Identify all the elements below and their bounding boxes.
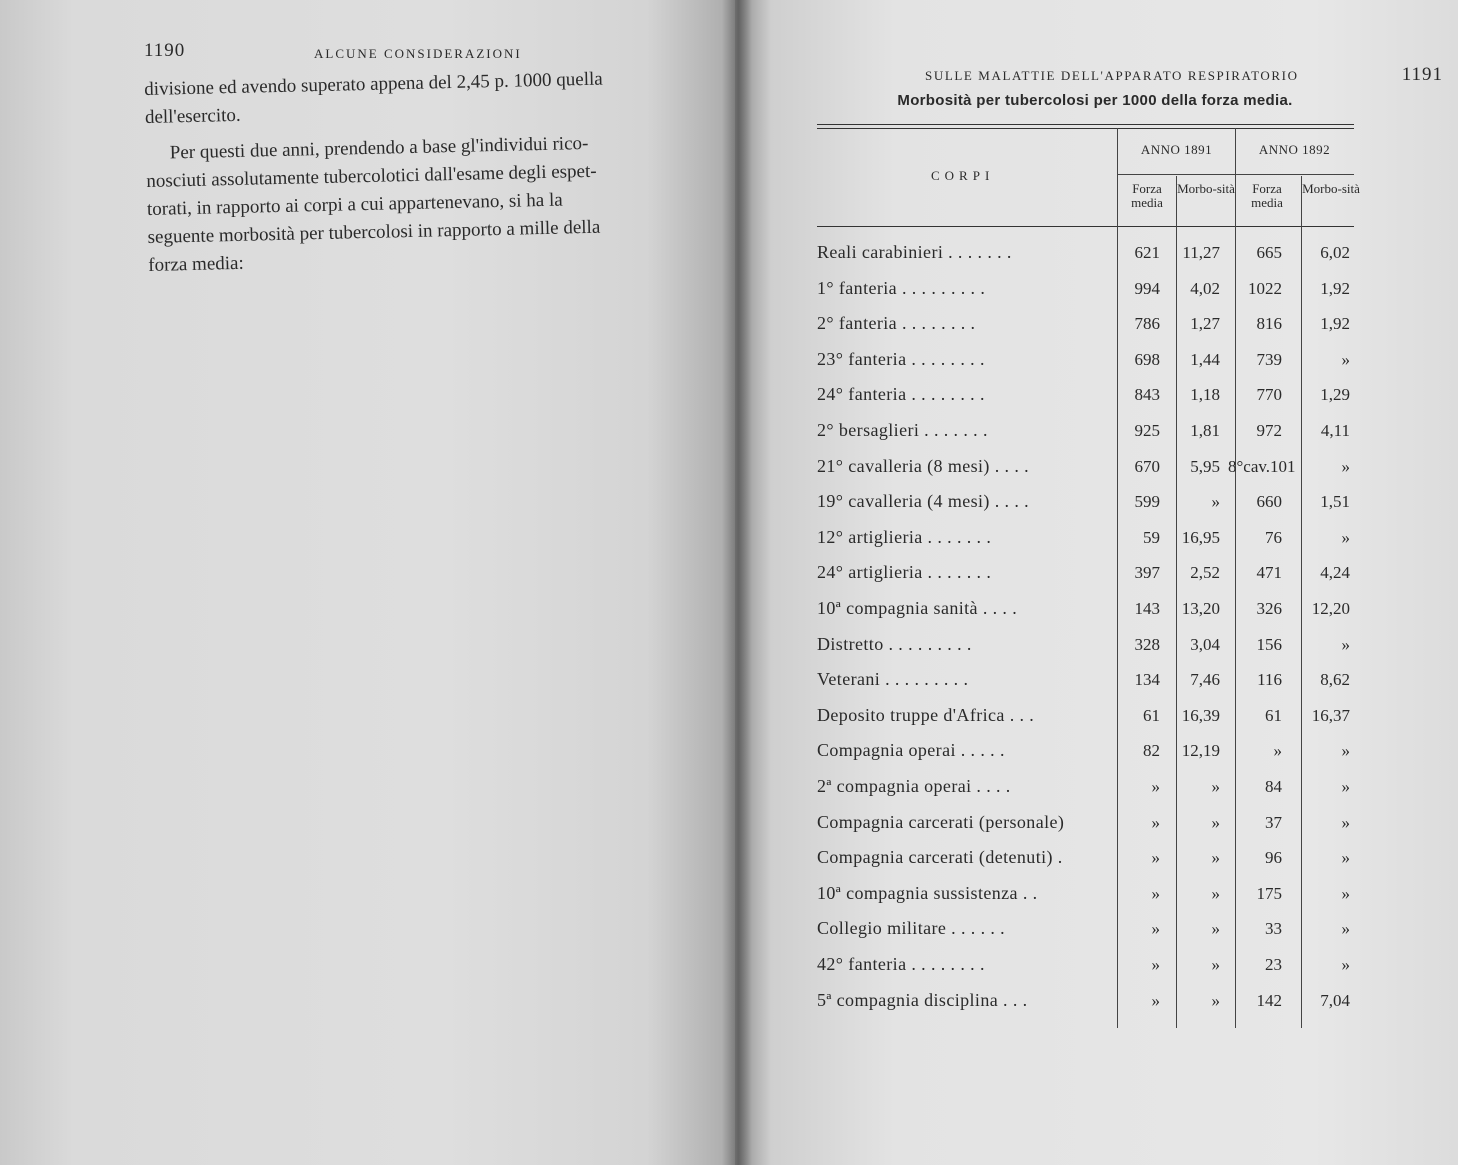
morbosita-1891-cell: 13,20: [1181, 599, 1220, 618]
header-corpi: CORPI: [931, 168, 995, 183]
forza-1891-cell: »: [1151, 848, 1160, 868]
table-title: Morbosità per tubercolosi per 1000 della forza media.: [897, 92, 1293, 109]
forza-1891-cell: »: [1151, 812, 1160, 832]
header-year-1892: ANNO 1892: [1258, 142, 1331, 157]
table-row: [817, 733, 1354, 768]
morbosita-1891-cell: »: [1211, 955, 1220, 974]
header-forza-media-1892: Forza media: [1251, 181, 1283, 210]
corps-name-cell: Distretto . . . . . . . . .: [817, 633, 972, 654]
table-row: [817, 449, 1354, 484]
text-line: forza media:: [148, 252, 244, 276]
corps-name-cell: Deposito truppe d'Africa . . .: [817, 704, 1035, 725]
forza-1892-cell: 84: [1265, 777, 1282, 796]
forza-1892-cell: 1022: [1248, 278, 1282, 298]
morbosita-1892-cell: 1,92: [1320, 314, 1350, 334]
table-row: [817, 306, 1354, 341]
table-row: [817, 911, 1354, 946]
forza-1891-cell: 143: [1134, 599, 1160, 618]
forza-1892-cell: 739: [1256, 349, 1282, 369]
forza-1891-cell: 786: [1134, 314, 1160, 334]
morbosita-1891-cell: 1,27: [1190, 314, 1220, 334]
corps-name-cell: 42° fanteria . . . . . . . .: [817, 954, 985, 974]
morbosita-1892-cell: 4,24: [1320, 563, 1350, 583]
left-body-text: [144, 64, 688, 280]
right-page-header: [925, 66, 1443, 90]
forza-1891-cell: »: [1151, 883, 1160, 903]
morbosita-1891-cell: 1,18: [1190, 385, 1220, 405]
header-year-1891: ANNO 1891: [1140, 142, 1213, 157]
forza-1891-cell: »: [1151, 955, 1160, 974]
forza-1892-cell: 96: [1265, 848, 1282, 868]
header-morbosita-1891: Morbo-sità: [1177, 181, 1235, 196]
morbosita-1891-cell: »: [1211, 919, 1220, 939]
forza-1892-cell: 61: [1265, 705, 1282, 725]
table-row: [817, 698, 1354, 733]
forza-1892-cell: 326: [1256, 599, 1282, 618]
book-gutter: [722, 0, 752, 1165]
text-line: dell'esercito.: [144, 104, 241, 128]
corps-name-cell: 2° bersaglieri . . . . . . .: [817, 420, 988, 440]
corps-name-cell: Reali carabinieri . . . . . . .: [817, 242, 1012, 262]
forza-1891-cell: »: [1151, 990, 1160, 1010]
table-row: [817, 235, 1354, 270]
table-row: [817, 840, 1354, 875]
forza-1891-cell: 843: [1134, 385, 1160, 405]
corps-name-cell: Compagnia carcerati (detenuti) .: [817, 847, 1063, 868]
corps-name-cell: 24° fanteria . . . . . . . .: [817, 384, 985, 405]
forza-1892-cell: 816: [1256, 314, 1282, 334]
table-row: [817, 342, 1354, 377]
morbosita-1891-cell: 11,27: [1182, 243, 1220, 262]
morbosita-1891-cell: 5,95: [1190, 456, 1220, 476]
morbosita-1892-cell: 12,20: [1311, 599, 1350, 618]
morbosita-1892-cell: 1,29: [1320, 385, 1350, 405]
morbosita-1892-cell: »: [1341, 919, 1350, 939]
morbosita-1892-cell: 6,02: [1320, 243, 1350, 262]
year-header-rule: [1117, 174, 1354, 175]
morbosita-1892-cell: »: [1341, 955, 1350, 974]
morbosita-1892-cell: »: [1341, 634, 1350, 654]
forza-1891-cell: 328: [1134, 634, 1160, 654]
forza-1891-cell: 994: [1134, 278, 1160, 298]
table-header-rule: [817, 226, 1354, 227]
text-line: nosciuti assolutamente tubercolotici dall'esame degli espet-: [146, 160, 597, 192]
forza-1892-cell: 972: [1256, 421, 1282, 440]
forza-1891-cell: 670: [1134, 456, 1160, 476]
table-row: [817, 591, 1354, 626]
table-row: [817, 520, 1354, 555]
morbosita-1892-cell: 1,51: [1320, 492, 1350, 512]
forza-1891-cell: 599: [1134, 492, 1160, 512]
corps-name-cell: 19° cavalleria (4 mesi) . . . .: [817, 491, 1030, 512]
forza-1891-cell: »: [1151, 919, 1160, 939]
table-row: [817, 947, 1354, 982]
forza-1892-cell: 76: [1265, 527, 1282, 547]
table-row: [817, 377, 1354, 412]
morbosita-1892-cell: 8,62: [1320, 670, 1350, 690]
table-row: [817, 271, 1354, 306]
morbosita-1891-cell: 7,46: [1190, 670, 1220, 690]
left-running-head: ALCUNE CONSIDERAZIONI: [314, 46, 522, 61]
corps-name-cell: 10ª compagnia sanità . . . .: [817, 598, 1018, 618]
table-top-rule: [817, 124, 1354, 129]
corps-name-cell: 2ª compagnia operai . . . .: [817, 776, 1011, 796]
morbosita-1891-cell: 4,02: [1190, 278, 1220, 298]
corps-name-cell: 5ª compagnia disciplina . . .: [817, 989, 1028, 1010]
morbosita-1891-cell: »: [1211, 990, 1220, 1010]
table-row: [817, 876, 1354, 911]
morbosita-1892-cell: 16,37: [1311, 705, 1350, 725]
morbosita-1891-cell: »: [1211, 848, 1220, 868]
forza-1891-cell: 82: [1143, 741, 1160, 761]
corps-name-cell: 10ª compagnia sussistenza . .: [817, 882, 1038, 903]
morbosita-1891-cell: »: [1211, 777, 1220, 796]
paragraph-2: [145, 128, 688, 280]
morbosita-1892-cell: »: [1341, 456, 1350, 476]
morbosita-1891-cell: 3,04: [1190, 634, 1220, 654]
right-page-number: 1191: [1401, 64, 1443, 85]
text-line: divisione ed avendo superato appena del 2,45 p. 1000 quella: [144, 68, 603, 100]
corps-name-cell: 24° artiglieria . . . . . . .: [817, 562, 992, 583]
table-row: [817, 805, 1354, 840]
forza-1891-cell: 621: [1134, 243, 1160, 262]
table-row: [817, 983, 1354, 1018]
morbosita-1892-cell: 4,11: [1320, 421, 1350, 440]
text-line: seguente morbosità per tubercolosi in rapporto a mille della: [147, 216, 601, 248]
morbosita-1892-cell: 7,04: [1320, 990, 1350, 1010]
morbosita-1892-cell: 1,92: [1320, 278, 1350, 298]
forza-1891-cell: »: [1151, 777, 1160, 796]
table-row: [817, 769, 1354, 804]
corps-name-cell: 2° fanteria . . . . . . . .: [817, 313, 976, 334]
corps-name-cell: 21° cavalleria (8 mesi) . . . .: [817, 455, 1030, 476]
morbosita-1891-cell: 1,81: [1190, 421, 1220, 440]
morbosita-1891-cell: 2,52: [1190, 563, 1220, 583]
header-morbosita-1892: Morbo-sità: [1302, 181, 1360, 196]
forza-1892-cell: »: [1273, 741, 1282, 761]
forza-1892-cell: 116: [1257, 670, 1282, 690]
table-row: [817, 627, 1354, 662]
forza-1892-cell: 175: [1256, 883, 1282, 903]
table-row: [817, 484, 1354, 519]
morbosita-1891-cell: »: [1211, 812, 1220, 832]
morbosita-1891-cell: 1,44: [1190, 349, 1220, 369]
morbosita-1892-cell: »: [1341, 527, 1350, 547]
forza-1892-cell: 8°cav.101: [1228, 456, 1296, 476]
morbosita-1892-cell: »: [1341, 848, 1350, 868]
corps-name-cell: Veterani . . . . . . . . .: [817, 669, 969, 690]
left-page-number: 1190: [144, 40, 186, 61]
paragraph-1: [144, 64, 685, 132]
forza-1891-cell: 59: [1143, 527, 1160, 547]
header-forza-media-1891: Forza media: [1131, 181, 1163, 210]
table-row: [817, 413, 1354, 448]
morbosita-1891-cell: 16,39: [1181, 705, 1220, 725]
forza-1892-cell: 37: [1265, 812, 1282, 832]
morbosita-1892-cell: »: [1341, 883, 1350, 903]
forza-1892-cell: 33: [1265, 919, 1282, 939]
right-page: [735, 0, 1458, 1165]
morbosita-1891-cell: »: [1211, 883, 1220, 903]
forza-1892-cell: 665: [1256, 243, 1282, 262]
table-row: [817, 555, 1354, 590]
corps-name-cell: Compagnia carcerati (personale): [817, 811, 1065, 832]
text-line: Per questi due anni, prendendo a base gl'individui rico-: [169, 132, 589, 164]
morbosita-1892-cell: »: [1341, 349, 1350, 369]
forza-1891-cell: 698: [1134, 349, 1160, 369]
right-running-head: SULLE MALATTIE DELL'APPARATO RESPIRATORIO: [925, 68, 1299, 83]
forza-1892-cell: 660: [1256, 492, 1282, 512]
corps-name-cell: 12° artiglieria . . . . . . .: [817, 526, 992, 547]
forza-1891-cell: 925: [1134, 421, 1160, 440]
forza-1892-cell: 770: [1256, 385, 1282, 405]
forza-1891-cell: 397: [1134, 563, 1160, 583]
forza-1891-cell: 61: [1143, 705, 1160, 725]
morbosita-1891-cell: 16,95: [1181, 527, 1220, 547]
forza-1892-cell: 156: [1256, 634, 1282, 654]
morbosita-1892-cell: »: [1341, 812, 1350, 832]
corps-name-cell: 1° fanteria . . . . . . . . .: [817, 277, 986, 298]
corps-name-cell: Compagnia operai . . . . .: [817, 740, 1005, 761]
morbosita-1891-cell: 12,19: [1181, 741, 1220, 761]
corps-name-cell: Collegio militare . . . . . .: [817, 918, 1006, 939]
forza-1892-cell: 142: [1256, 990, 1282, 1010]
forza-1892-cell: 471: [1256, 563, 1282, 583]
text-line: torati, in rapporto ai corpi a cui appartenevano, si ha la: [146, 189, 563, 220]
corps-name-cell: 23° fanteria . . . . . . . .: [817, 348, 985, 369]
table-row: [817, 662, 1354, 697]
morbosita-1892-cell: »: [1341, 741, 1350, 761]
forza-1892-cell: 23: [1265, 955, 1282, 974]
forza-1891-cell: 134: [1134, 670, 1160, 690]
morbosita-1892-cell: »: [1341, 777, 1350, 796]
morbosita-1891-cell: »: [1211, 492, 1220, 512]
